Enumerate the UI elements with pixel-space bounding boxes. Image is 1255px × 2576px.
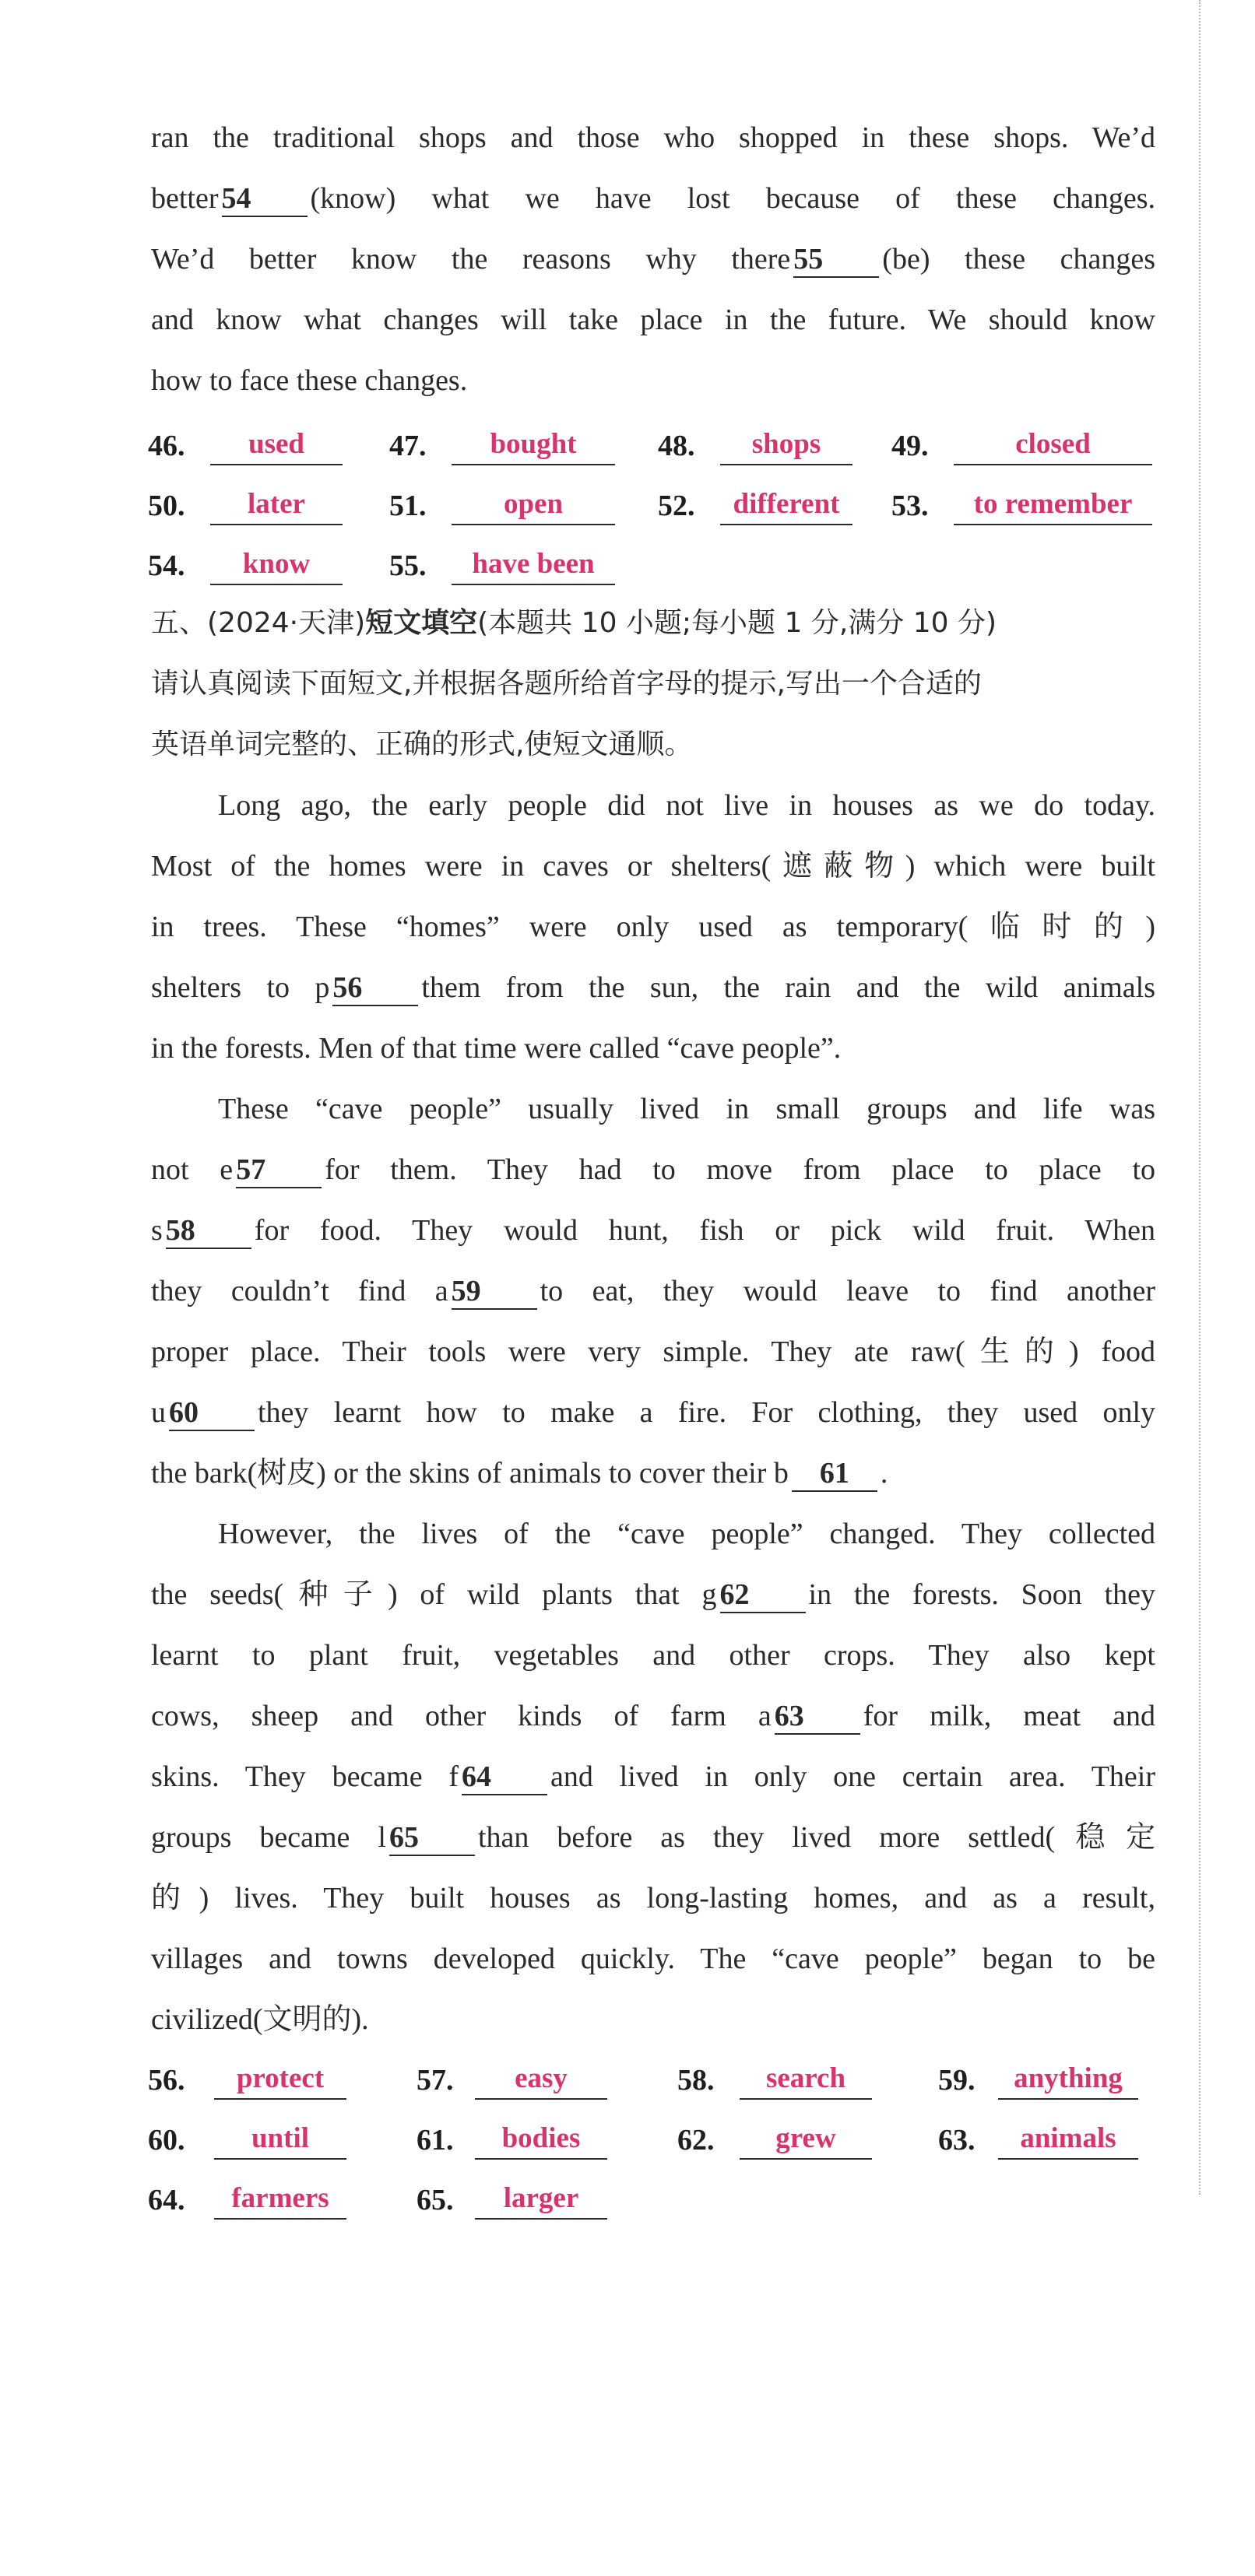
- answer-number: 65.: [417, 2184, 454, 2216]
- answer-number: 53.: [891, 490, 929, 522]
- blank-55[interactable]: 55: [793, 244, 879, 278]
- answer-52[interactable]: different: [720, 485, 852, 525]
- section-title: 短文填空: [365, 607, 478, 639]
- answer-49[interactable]: closed: [954, 425, 1152, 465]
- passage-line: learnt to plant fruit, vegetables and other crops. They also kept: [151, 1639, 1155, 1672]
- section-heading: 五、(2024·天津)短文填空(本题共 10 小题;每小题 1 分,满分 10 分): [151, 607, 997, 639]
- passage-line: they couldn’t find a 59 to eat, they would leave to find another: [151, 1270, 1155, 1312]
- passage-line: Most of the homes were in caves or shelters(遮蔽物) which were built: [151, 850, 1155, 883]
- blank-65[interactable]: 65: [389, 1822, 475, 1856]
- blank-60[interactable]: 60: [169, 1397, 255, 1431]
- answer-number: 49.: [891, 430, 929, 462]
- passage-line: 的) lives. They built houses as long-lasting homes, and as a result,: [151, 1882, 1155, 1914]
- answer-63[interactable]: animals: [998, 2119, 1138, 2160]
- answer-number: 46.: [148, 430, 185, 462]
- answer-60[interactable]: until: [214, 2119, 346, 2160]
- answer-46[interactable]: used: [210, 425, 343, 465]
- section-instruction: 请认真阅读下面短文,并根据各题所给首字母的提示,写出一个合适的: [151, 668, 982, 700]
- answer-row: [148, 2179, 1160, 2226]
- answer-row: [148, 425, 1160, 472]
- answer-number: 64.: [148, 2184, 185, 2216]
- answer-number: 57.: [417, 2064, 454, 2097]
- passage-line: the bark(树皮) or the skins of animals to cover their b 61 .: [151, 1452, 1155, 1494]
- blank-59[interactable]: 59: [452, 1276, 537, 1310]
- passage-line: We’d better know the reasons why there 55 (be) these changes: [151, 238, 1155, 280]
- answer-number: 62.: [677, 2124, 715, 2157]
- answer-59[interactable]: anything: [998, 2059, 1138, 2100]
- answer-number: 54.: [148, 549, 185, 582]
- answer-row: [148, 485, 1160, 532]
- passage-line: in the forests. Men of that time were called “cave people”.: [151, 1032, 842, 1065]
- blank-64[interactable]: 64: [462, 1761, 547, 1795]
- answer-56[interactable]: protect: [214, 2059, 346, 2100]
- answer-58[interactable]: search: [740, 2059, 872, 2100]
- answer-number: 50.: [148, 490, 185, 522]
- answer-row: [148, 545, 1160, 591]
- passage-line: skins. They became f 64 and lived in only one certain area. Their: [151, 1756, 1155, 1798]
- passage-line: not e 57 for them. They had to move from place to place to: [151, 1149, 1155, 1191]
- passage-line: Long ago, the early people did not live in houses as we do today.: [218, 789, 1155, 822]
- answer-51[interactable]: open: [452, 485, 615, 525]
- passage-line: proper place. Their tools were very simple. They ate raw(生的) food: [151, 1335, 1155, 1368]
- passage-line: s 58 for food. They would hunt, fish or pick wild fruit. When: [151, 1209, 1155, 1251]
- answer-number: 58.: [677, 2064, 715, 2097]
- answer-number: 61.: [417, 2124, 454, 2157]
- passage-line: civilized(文明的).: [151, 2003, 369, 2036]
- passage-line: shelters to p 56 them from the sun, the rain and the wild animals: [151, 967, 1155, 1009]
- passage-line: cows, sheep and other kinds of farm a 63 for milk, meat and: [151, 1695, 1155, 1737]
- passage-line: However, the lives of the “cave people” changed. They collected: [218, 1518, 1155, 1550]
- answer-number: 51.: [389, 490, 427, 522]
- answer-number: 52.: [658, 490, 695, 522]
- blank-57[interactable]: 57: [236, 1154, 322, 1188]
- blank-56[interactable]: 56: [332, 972, 418, 1006]
- passage-line: how to face these changes.: [151, 364, 468, 397]
- answer-64[interactable]: farmers: [214, 2179, 346, 2220]
- blank-63[interactable]: 63: [775, 1700, 860, 1735]
- answer-54[interactable]: know: [210, 545, 343, 585]
- blank-62[interactable]: 62: [720, 1579, 806, 1613]
- answer-number: 48.: [658, 430, 695, 462]
- answer-61[interactable]: bodies: [475, 2119, 607, 2160]
- passage-line: These “cave people” usually lived in small groups and life was: [218, 1093, 1155, 1125]
- answer-50[interactable]: later: [210, 485, 343, 525]
- answer-number: 60.: [148, 2124, 185, 2157]
- answer-47[interactable]: bought: [452, 425, 615, 465]
- answer-number: 59.: [938, 2064, 976, 2097]
- answer-53[interactable]: to remember: [954, 485, 1152, 525]
- answer-number: 56.: [148, 2064, 185, 2097]
- blank-61[interactable]: 61: [792, 1458, 877, 1492]
- passage-line: and know what changes will take place in the future. We should know: [151, 304, 1155, 336]
- blank-54[interactable]: 54: [222, 183, 308, 217]
- passage-line: groups became l 65 than before as they lived more settled(稳定: [151, 1816, 1155, 1858]
- answer-number: 55.: [389, 549, 427, 582]
- passage-line: u 60 they learnt how to make a fire. For clothing, they used only: [151, 1392, 1155, 1434]
- answer-57[interactable]: easy: [475, 2059, 607, 2100]
- passage-line: villages and towns developed quickly. The “cave people” began to be: [151, 1943, 1155, 1975]
- answer-number: 63.: [938, 2124, 976, 2157]
- passage-line: the seeds(种子) of wild plants that g 62 in the forests. Soon they: [151, 1574, 1155, 1616]
- answer-number: 47.: [389, 430, 427, 462]
- answer-48[interactable]: shops: [720, 425, 852, 465]
- dotted-margin-line: [1199, 0, 1201, 2195]
- section-instruction: 英语单词完整的、正确的形式,使短文通顺。: [151, 728, 693, 760]
- blank-58[interactable]: 58: [166, 1215, 251, 1249]
- passage-line: better 54 (know) what we have lost because of these changes.: [151, 177, 1155, 219]
- answer-row: [148, 2119, 1160, 2166]
- answer-65[interactable]: larger: [475, 2179, 607, 2220]
- passage-line: in trees. These “homes” were only used as temporary(临时的): [151, 911, 1155, 943]
- answer-62[interactable]: grew: [740, 2119, 872, 2160]
- answer-55[interactable]: have been: [452, 545, 615, 585]
- passage-line: ran the traditional shops and those who shopped in these shops. We’d: [151, 121, 1155, 154]
- answer-row: [148, 2059, 1160, 2106]
